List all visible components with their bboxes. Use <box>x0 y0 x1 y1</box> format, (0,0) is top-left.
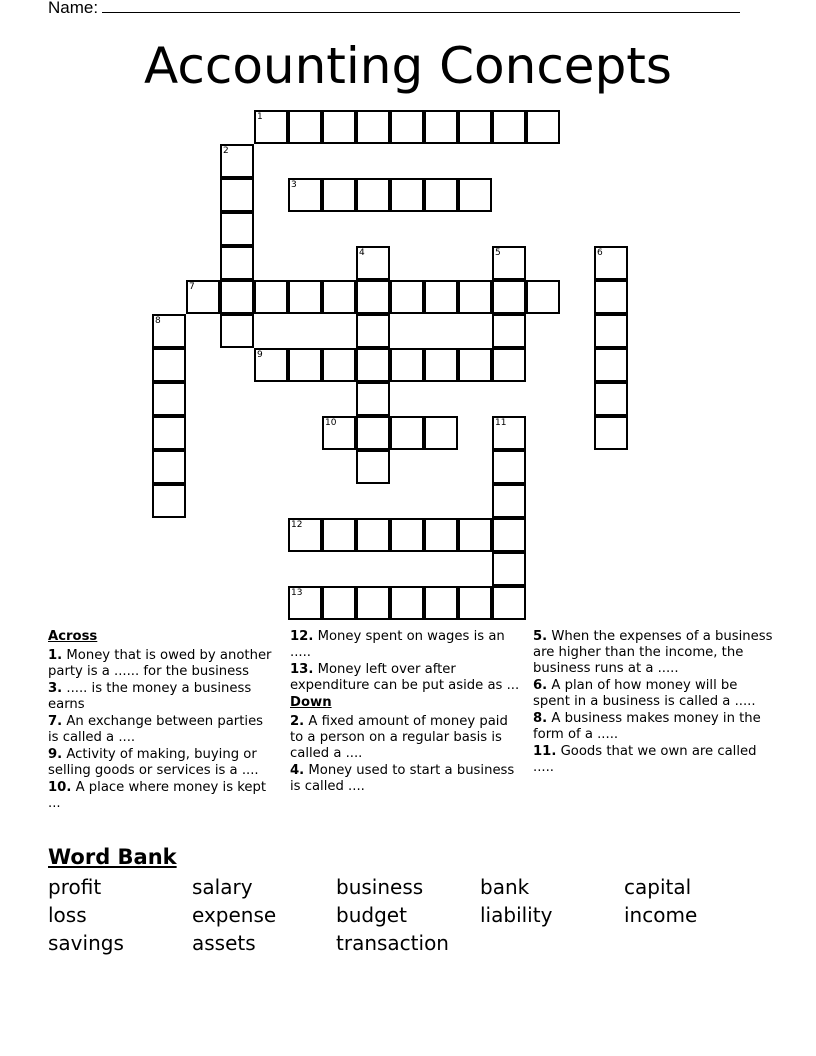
crossword-cell[interactable] <box>594 246 628 280</box>
word-bank-word: loss <box>48 903 87 927</box>
crossword-cell[interactable] <box>458 518 492 552</box>
down-heading: Down <box>290 695 332 710</box>
crossword-cell[interactable] <box>458 178 492 212</box>
crossword-cell[interactable] <box>424 348 458 382</box>
crossword-cell[interactable] <box>220 212 254 246</box>
clue-column-3 <box>533 629 773 777</box>
crossword-cell[interactable] <box>152 314 186 348</box>
crossword-cell[interactable] <box>492 450 526 484</box>
crossword-cell[interactable] <box>526 110 560 144</box>
crossword-cell[interactable] <box>152 484 186 518</box>
clue-across-9: 9. Activity of making, buying or selling goods or services is a .... <box>48 747 259 778</box>
across-heading: Across <box>48 629 98 644</box>
name-label: Name: <box>48 0 99 17</box>
crossword-cell[interactable] <box>322 178 356 212</box>
crossword-cell[interactable] <box>356 314 390 348</box>
crossword-cell[interactable] <box>390 178 424 212</box>
crossword-cell[interactable] <box>390 518 424 552</box>
crossword-cell[interactable] <box>152 382 186 416</box>
word-bank-word: profit <box>48 875 102 899</box>
crossword-cell[interactable] <box>322 280 356 314</box>
clue-column-1 <box>48 629 276 813</box>
clue-down-6: 6. A plan of how money will be spent in a business is called a ..... <box>533 678 756 709</box>
clue-number: 3 <box>291 180 297 190</box>
crossword-cell[interactable] <box>288 280 322 314</box>
crossword-cell[interactable] <box>458 586 492 620</box>
crossword-cell[interactable] <box>322 348 356 382</box>
crossword-cell[interactable] <box>594 348 628 382</box>
word-bank-word: liability <box>480 903 553 927</box>
crossword-cell[interactable] <box>424 280 458 314</box>
clue-down-2: 2. A fixed amount of money paid to a person on a regular basis is called a .... <box>290 714 508 761</box>
crossword-cell[interactable] <box>390 586 424 620</box>
crossword-cell[interactable] <box>152 348 186 382</box>
word-bank-word: expense <box>192 903 277 927</box>
clue-number: 4 <box>359 248 365 258</box>
clue-down-4: 4. Money used to start a business is called .... <box>290 763 515 794</box>
crossword-cell[interactable] <box>424 416 458 450</box>
clue-across-12: 12. Money spent on wages is an ..... <box>290 629 505 660</box>
clue-number: 7 <box>189 282 195 292</box>
word-bank-word: transaction <box>336 931 449 955</box>
crossword-cell[interactable] <box>594 382 628 416</box>
crossword-cell[interactable] <box>356 348 390 382</box>
clue-number: 11 <box>495 418 507 428</box>
crossword-cell[interactable] <box>356 280 390 314</box>
crossword-cell[interactable] <box>220 144 254 178</box>
crossword-cell[interactable] <box>492 280 526 314</box>
clue-down-5: 5. When the expenses of a business are higher than the income, the business runs at a ..... <box>533 629 773 676</box>
crossword-cell[interactable] <box>492 518 526 552</box>
word-bank-word: bank <box>480 875 530 899</box>
name-field[interactable] <box>48 0 740 18</box>
clue-across-13: 13. Money left over after expenditure can be put aside as ... <box>290 662 520 693</box>
crossword-cell[interactable] <box>152 450 186 484</box>
clue-across-7: 7. An exchange between parties is called a .... <box>48 714 264 745</box>
word-bank-word: budget <box>336 903 407 927</box>
crossword-cell[interactable] <box>288 178 322 212</box>
crossword-cell[interactable] <box>492 348 526 382</box>
clue-number: 13 <box>291 588 303 598</box>
clue-number: 2 <box>223 146 229 156</box>
page-title: Accounting Concepts <box>144 37 672 95</box>
clue-down-11: 11. Goods that we own are called ..... <box>533 744 757 775</box>
name-line[interactable] <box>102 0 740 13</box>
word-bank-title: Word Bank <box>48 845 177 869</box>
crossword-cell[interactable] <box>356 450 390 484</box>
crossword-cell[interactable] <box>424 178 458 212</box>
crossword-cell[interactable] <box>356 586 390 620</box>
crossword-cell[interactable] <box>356 246 390 280</box>
crossword-cell[interactable] <box>254 110 288 144</box>
clue-number: 10 <box>325 418 337 428</box>
crossword-cell[interactable] <box>492 586 526 620</box>
crossword-cell[interactable] <box>458 110 492 144</box>
crossword-cell[interactable] <box>322 518 356 552</box>
crossword-cell[interactable] <box>152 416 186 450</box>
clue-down-8: 8. A business makes money in the form of a ..... <box>533 711 761 742</box>
crossword-cell[interactable] <box>424 586 458 620</box>
word-bank-word: capital <box>624 875 692 899</box>
crossword-cell[interactable] <box>492 246 526 280</box>
crossword-cell[interactable] <box>220 246 254 280</box>
crossword-cell[interactable] <box>356 178 390 212</box>
clue-number: 9 <box>257 350 263 360</box>
crossword-cell[interactable] <box>322 416 356 450</box>
clue-number: 12 <box>291 520 303 530</box>
clue-across-10: 10. A place where money is kept ... <box>48 780 267 811</box>
word-bank-word: savings <box>48 931 124 955</box>
crossword-cell[interactable] <box>424 518 458 552</box>
crossword-cell[interactable] <box>526 280 560 314</box>
crossword-cell[interactable] <box>254 348 288 382</box>
word-bank-word: business <box>336 875 424 899</box>
crossword-cell[interactable] <box>288 348 322 382</box>
crossword-cell[interactable] <box>492 314 526 348</box>
clue-number: 5 <box>495 248 501 258</box>
word-bank-word: salary <box>192 875 253 899</box>
clue-number: 6 <box>597 248 603 258</box>
crossword-cell[interactable] <box>356 416 390 450</box>
crossword-cell[interactable] <box>492 416 526 450</box>
crossword-cell[interactable] <box>458 280 492 314</box>
crossword-cell[interactable] <box>220 280 254 314</box>
clue-across-3: 3. ..... is the money a business earns <box>48 681 252 712</box>
clue-number: 1 <box>257 112 263 122</box>
word-bank-word: income <box>624 903 698 927</box>
crossword-cell[interactable] <box>356 382 390 416</box>
crossword-cell[interactable] <box>288 518 322 552</box>
crossword-cell[interactable] <box>356 110 390 144</box>
clue-across-1: 1. Money that is owed by another party is a ...... for the business <box>48 648 272 679</box>
crossword-cell[interactable] <box>288 110 322 144</box>
word-bank-word: assets <box>192 931 256 955</box>
crossword-cell[interactable] <box>458 348 492 382</box>
crossword-cell[interactable] <box>322 586 356 620</box>
crossword-cell[interactable] <box>186 280 220 314</box>
crossword-cell[interactable] <box>492 110 526 144</box>
crossword-cell[interactable] <box>390 280 424 314</box>
crossword-cell[interactable] <box>424 110 458 144</box>
crossword-cell[interactable] <box>390 416 424 450</box>
crossword-cell[interactable] <box>288 586 322 620</box>
crossword-cell[interactable] <box>492 484 526 518</box>
crossword-cell[interactable] <box>594 314 628 348</box>
crossword-cell[interactable] <box>356 518 390 552</box>
crossword-cell[interactable] <box>594 416 628 450</box>
crossword-cell[interactable] <box>390 110 424 144</box>
crossword-cell[interactable] <box>254 280 288 314</box>
crossword-cell[interactable] <box>322 110 356 144</box>
clue-number: 8 <box>155 316 161 326</box>
crossword-cell[interactable] <box>594 280 628 314</box>
crossword-cell[interactable] <box>390 348 424 382</box>
crossword-cell[interactable] <box>220 178 254 212</box>
clue-column-2 <box>290 629 520 796</box>
crossword-cell[interactable] <box>220 314 254 348</box>
crossword-cell[interactable] <box>492 552 526 586</box>
